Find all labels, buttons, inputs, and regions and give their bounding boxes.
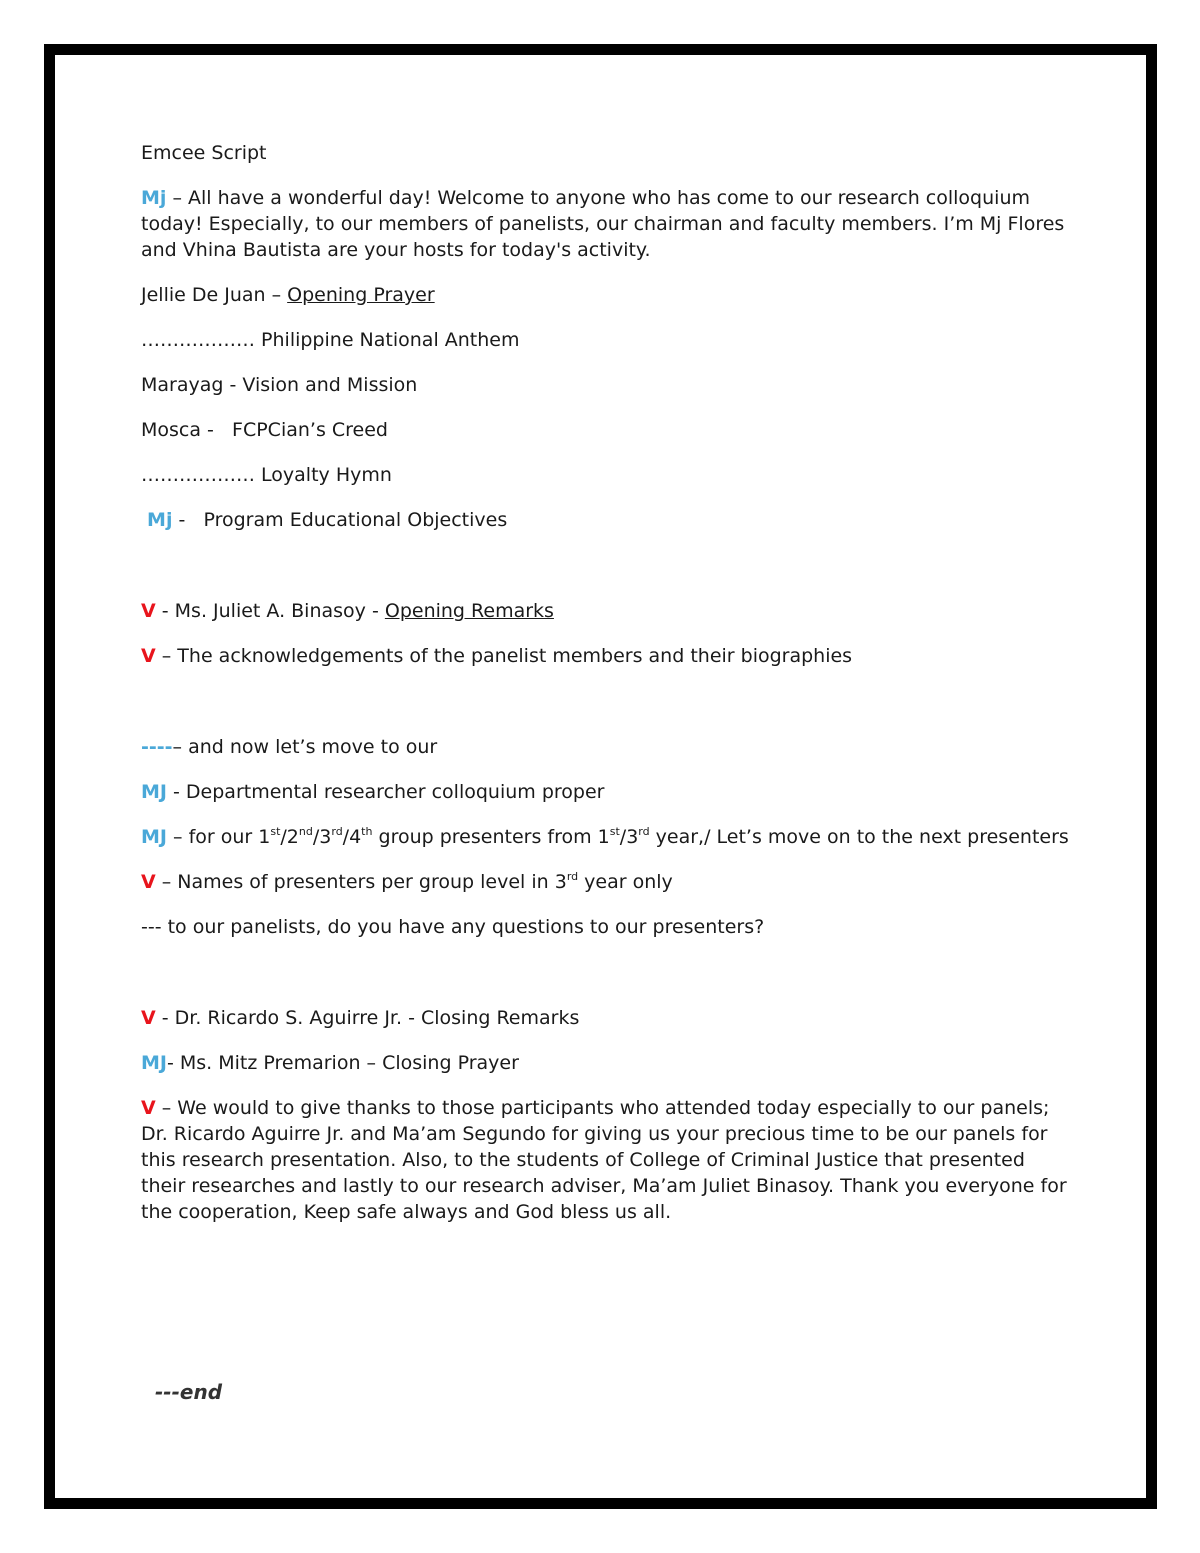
speaker-v: V — [141, 645, 156, 667]
ordinal-suffix: rd — [566, 869, 579, 883]
ordinal-suffix: st — [270, 824, 281, 838]
speaker-v: V — [141, 1097, 156, 1119]
speaker-mj: MJ — [141, 1052, 167, 1074]
thanks-paragraph — [141, 1095, 1071, 1225]
intro-text: All have a wonderful day! Welcome to anyone who has come to our research colloquium today! Especially, to our members of panelists, our chairman and faculty members. I’m Mj Flores and Vhina Bautista are your hosts for today's activity. — [141, 187, 1065, 261]
document-body — [141, 140, 1071, 1244]
presenters-text: /3 — [312, 826, 332, 848]
questions-line: --- to our panelists, do you have any questions to our presenters? — [141, 916, 765, 938]
separator: – — [265, 284, 288, 306]
presenters-text: /2 — [280, 826, 299, 848]
ordinal-suffix: rd — [331, 824, 343, 838]
speaker-mj: Mj — [141, 187, 167, 209]
closing-prayer-text: - Ms. Mitz Premarion – Closing Prayer — [166, 1052, 519, 1074]
hymn-item: Loyalty Hymn — [255, 464, 392, 486]
closing-remarks-line — [141, 1005, 1071, 1031]
spacer — [141, 959, 1071, 1005]
acknowledgements-line — [141, 643, 1071, 669]
names-presenters-line — [141, 869, 1071, 895]
creed-line: Mosca - FCPCian’s Creed — [141, 419, 388, 441]
opening-prayer-item: Opening Prayer — [287, 284, 435, 306]
separator: – — [166, 187, 189, 209]
speaker-v: V — [141, 1007, 156, 1029]
speaker-mj: MJ — [141, 826, 167, 848]
spacer — [141, 552, 1071, 598]
ordinal-suffix: th — [361, 824, 373, 838]
speaker-v: V — [141, 600, 156, 622]
anthem-line — [141, 327, 1071, 353]
closing-prayer-line — [141, 1050, 1071, 1076]
names-text: year only — [578, 871, 673, 893]
proper-text: - Departmental researcher colloquium proper — [166, 781, 605, 803]
opening-remarks-name: - Ms. Juliet A. Binasoy - — [155, 600, 385, 622]
ordinal-suffix: st — [609, 824, 620, 838]
presenters-text: year,/ Let’s move on to the next presenters — [649, 826, 1069, 848]
dashes-mark: ---- — [141, 736, 173, 758]
acknowledgements-text: – The acknowledgements of the panelist members and their biographies — [155, 645, 853, 667]
speaker-v: V — [141, 871, 156, 893]
presenters-text: /4 — [342, 826, 362, 848]
anthem-dots: ……………… — [141, 329, 255, 351]
ordinal-suffix: rd — [638, 824, 650, 838]
thanks-text: – We would to give thanks to those participants who attended today especially to our panels; Dr. Ricardo Aguirre Jr. and Ma’am Segundo for giving us your precious time to be our panels for this research presentation. Also, to the students of College of Criminal Justice that presented their researches and lastly to our research adviser, Ma’am Juliet Binasoy. Thank you everyone for the cooperation, Keep safe always and God bless us all. — [141, 1097, 1067, 1223]
speaker-mj: MJ — [141, 781, 167, 803]
opening-prayer-name: Jellie De Juan — [141, 284, 266, 306]
closing-remarks-text: - Dr. Ricardo S. Aguirre Jr. - Closing Remarks — [155, 1007, 580, 1029]
opening-prayer-line — [141, 282, 1071, 308]
hymn-line — [141, 462, 1071, 488]
move-on-line — [141, 734, 1071, 760]
opening-remarks-item: Opening Remarks — [384, 600, 554, 622]
opening-remarks-line — [141, 598, 1071, 624]
intro-paragraph — [141, 185, 1071, 263]
peo-line — [141, 507, 1071, 533]
presenters-line — [141, 824, 1071, 850]
ordinal-suffix: nd — [298, 824, 313, 838]
colloquium-proper-line — [141, 779, 1071, 805]
presenters-text: /3 — [619, 826, 639, 848]
vision-mission-line: Marayag - Vision and Mission — [141, 374, 418, 396]
names-text: – Names of presenters per group level in 3 — [155, 871, 567, 893]
spacer — [141, 688, 1071, 734]
presenters-text: group presenters from 1 — [372, 826, 610, 848]
anthem-item: Philippine National Anthem — [255, 329, 520, 351]
move-on-text: – and now let’s move to our — [172, 736, 438, 758]
speaker-mj: Mj — [147, 509, 173, 531]
presenters-text: – for our 1 — [166, 826, 271, 848]
hymn-dots: ……………… — [141, 464, 255, 486]
peo-text: - Program Educational Objectives — [172, 509, 508, 531]
document-title: Emcee Script — [141, 142, 267, 164]
end-mark: ---end — [155, 1380, 223, 1404]
